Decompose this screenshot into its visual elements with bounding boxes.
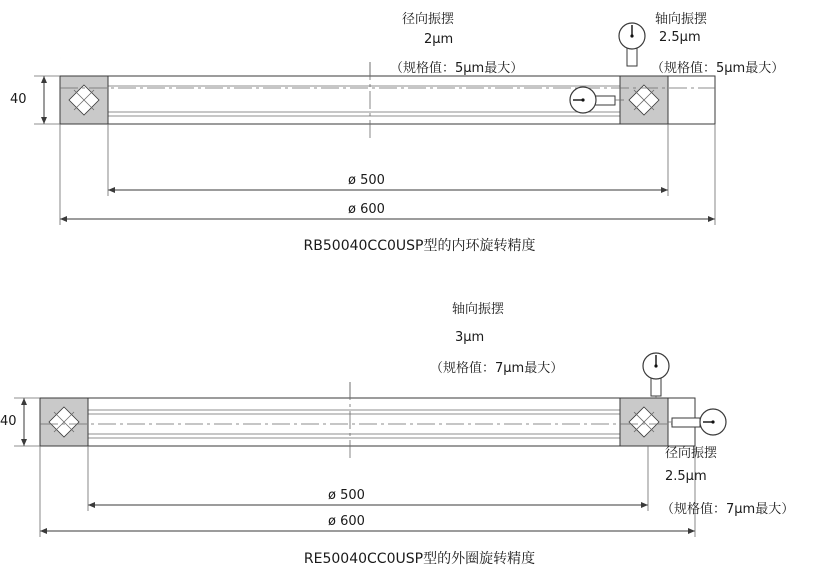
fig1-radial-runout-value: 2μm: [424, 32, 454, 47]
fig1-height-label: 40: [10, 92, 27, 107]
fig2-radial-runout-spec: （规格值：7μm最大）: [661, 502, 795, 517]
fig2-axial-dial-gauge-icon: [643, 353, 669, 396]
fig2-radial-runout-value: 2.5μm: [665, 469, 707, 484]
fig1-radial-runout-title: 径向振摆: [402, 12, 455, 27]
fig2-diameter-dimensions: [40, 446, 695, 537]
fig1-height-dimension: [34, 76, 60, 124]
fig1-caption: RB50040CC0USP型的内环旋转精度: [303, 238, 536, 254]
fig2-axial-runout-spec: （规格值：7μm最大）: [430, 361, 564, 376]
fig2-caption: RE50040CC0USP型的外圈旋转精度: [303, 551, 536, 567]
fig2-height-label: 40: [0, 414, 17, 429]
fig1-radial-runout-spec: （规格值：5μm最大）: [390, 61, 524, 76]
fig1-axial-runout-value: 2.5μm: [659, 30, 701, 45]
fig2-radial-runout-title: 径向振摆: [665, 446, 718, 461]
fig1-outer-diameter-label: ø 600: [348, 202, 385, 217]
fig1-axial-dial-gauge-icon: [619, 23, 645, 66]
fig2-height-dimension: [14, 398, 40, 446]
fig1-axial-runout-title: 轴向振摆: [655, 12, 708, 27]
fig1-bearing-outline: [60, 58, 715, 140]
fig2-axial-runout-title: 轴向振摆: [452, 302, 505, 317]
fig2-axial-runout-value: 3μm: [455, 330, 485, 345]
fig1-axial-runout-spec: （规格值：5μm最大）: [651, 61, 785, 76]
fig2-bearing-outline: [40, 382, 695, 460]
fig1-inner-diameter-label: ø 500: [348, 173, 385, 188]
fig1-diameter-dimensions: [60, 124, 715, 225]
fig2-inner-diameter-label: ø 500: [328, 488, 365, 503]
fig2-outer-diameter-label: ø 600: [328, 514, 365, 529]
